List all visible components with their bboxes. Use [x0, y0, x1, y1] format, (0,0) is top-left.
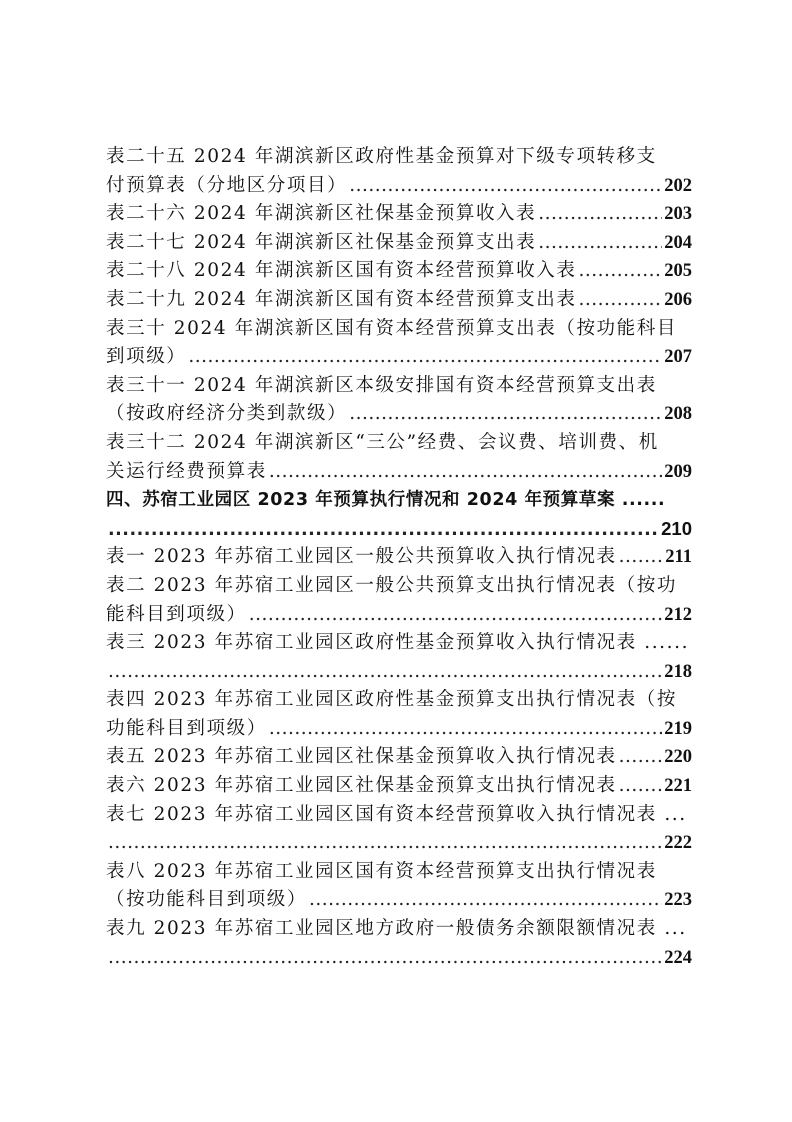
toc-entry-line	[106, 944, 692, 973]
toc-page-number: 202	[664, 175, 692, 196]
toc-page-number: 206	[664, 289, 692, 310]
toc-page-number: 212	[664, 604, 692, 625]
dot-leader	[538, 229, 662, 258]
dot-leader	[619, 543, 664, 572]
dot-leader	[619, 743, 663, 772]
toc-entry[interactable]	[106, 858, 692, 915]
toc-entry[interactable]	[106, 372, 692, 429]
dot-leader	[349, 172, 662, 201]
toc-entry-line	[106, 515, 692, 544]
toc-page-number: 205	[664, 261, 692, 282]
toc-entry-line	[106, 400, 692, 429]
dot-leader	[269, 458, 662, 487]
dot-leader	[309, 886, 662, 915]
dot-leader	[108, 944, 662, 973]
toc-entry-line: 四、苏宿工业园区 2023 年预算执行情况和 2024 年预算草案 ......	[106, 490, 666, 511]
toc-entry-line	[106, 658, 692, 687]
toc-page-number: 209	[664, 461, 692, 482]
toc-entry-title: 功能科目到项级）	[106, 717, 267, 739]
dot-leader	[578, 257, 662, 286]
dot-leader	[108, 658, 662, 687]
toc-entry-title: （按政府经济分类到款级）	[106, 403, 348, 425]
toc-entry-line	[106, 772, 692, 801]
toc-page-number: 222	[664, 833, 692, 854]
toc-entry-line: 表三 2023 年苏宿工业园区政府性基金预算收入执行情况表 ......	[106, 632, 690, 654]
toc-entry[interactable]	[106, 772, 692, 801]
toc-entry-line	[106, 286, 692, 315]
toc-entry-line	[106, 172, 692, 201]
dot-leader	[188, 343, 662, 372]
toc-entry-title: 付预算表（分地区分项目）	[106, 174, 348, 196]
toc-entry[interactable]	[106, 286, 692, 315]
toc-entry[interactable]	[106, 801, 692, 858]
toc-page-number: 224	[664, 947, 692, 968]
toc-page-number: 220	[664, 747, 692, 768]
toc-entry-line	[106, 257, 692, 286]
dot-leader	[269, 715, 662, 744]
toc-entry-title: 表五 2023 年苏宿工业园区社保基金预算收入执行情况表	[106, 746, 617, 768]
toc-entry-title: 表二十九 2024 年湖滨新区国有资本经营预算支出表	[106, 288, 577, 310]
toc-entry-title: 关运行经费预算表	[106, 460, 267, 482]
toc-entry-title: 能科目到项级）	[106, 603, 247, 625]
toc-entry-line: 表八 2023 年苏宿工业园区国有资本经营预算支出执行情况表	[106, 860, 657, 882]
toc-entry-title: 表二十七 2024 年湖滨新区社保基金预算支出表	[106, 231, 537, 253]
toc-page-number: 219	[664, 718, 692, 739]
toc-section-entry[interactable]	[106, 486, 692, 543]
dot-leader	[619, 772, 663, 801]
toc-entry-line: 表二 2023 年苏宿工业园区一般公共预算支出执行情况表（按功	[106, 574, 677, 596]
dot-leader	[108, 516, 659, 544]
toc-entry[interactable]	[106, 915, 692, 972]
toc-page-number: 218	[664, 661, 692, 682]
toc-entry-line	[106, 743, 692, 772]
toc-entry-line: 表七 2023 年苏宿工业园区国有资本经营预算收入执行情况表 ...	[106, 803, 687, 825]
toc-entry-line: 表三十 2024 年湖滨新区国有资本经营预算支出表（按功能科目	[106, 317, 677, 339]
toc-entry-title: 表二十六 2024 年湖滨新区社保基金预算收入表	[106, 203, 537, 225]
toc-entry-title: （按功能科目到项级）	[106, 889, 308, 911]
toc-page-number: 211	[665, 547, 692, 568]
toc-entry-title: 表六 2023 年苏宿工业园区社保基金预算支出执行情况表	[106, 775, 617, 797]
toc-entry[interactable]	[106, 743, 692, 772]
toc-entry-title: 表一 2023 年苏宿工业园区一般公共预算收入执行情况表	[106, 546, 617, 568]
toc-entry[interactable]	[106, 543, 692, 572]
dot-leader	[538, 200, 662, 229]
toc-page-number: 221	[664, 776, 692, 797]
toc-entry-line	[106, 543, 692, 572]
toc-entry-line	[106, 343, 692, 372]
toc-entry[interactable]	[106, 143, 692, 200]
toc-entry[interactable]	[106, 257, 692, 286]
toc-entry-line	[106, 601, 692, 630]
toc-entry-line: 表二十五 2024 年湖滨新区政府性基金预算对下级专项转移支	[106, 146, 657, 167]
toc-entry-title: 到项级）	[106, 346, 187, 368]
toc-entry[interactable]	[106, 229, 692, 258]
toc-entry[interactable]	[106, 572, 692, 629]
toc-entry-line	[106, 886, 692, 915]
toc-entry-line	[106, 229, 692, 258]
toc-entry-line	[106, 200, 692, 229]
toc-page-number: 204	[664, 232, 692, 253]
toc-page-number: 207	[664, 347, 692, 368]
toc-page-number: 203	[664, 204, 692, 225]
table-of-contents	[106, 143, 692, 972]
toc-entry-line	[106, 715, 692, 744]
toc-page-number: 223	[664, 890, 692, 911]
toc-entry[interactable]	[106, 315, 692, 372]
toc-page-number: 208	[664, 404, 692, 425]
toc-entry-line: 表三十一 2024 年湖滨新区本级安排国有资本经营预算支出表	[106, 374, 657, 396]
toc-entry-title: 表二十八 2024 年湖滨新区国有资本经营预算收入表	[106, 260, 577, 282]
toc-entry[interactable]	[106, 200, 692, 229]
dot-leader	[349, 400, 662, 429]
dot-leader	[249, 601, 663, 630]
dot-leader	[108, 829, 662, 858]
toc-entry-line	[106, 829, 692, 858]
toc-entry[interactable]	[106, 629, 692, 686]
toc-entry[interactable]	[106, 686, 692, 743]
toc-entry[interactable]	[106, 429, 692, 486]
toc-page-number: 210	[661, 517, 692, 539]
toc-entry-line: 表九 2023 年苏宿工业园区地方政府一般债务余额限额情况表 ...	[106, 918, 687, 940]
dot-leader	[578, 286, 662, 315]
toc-entry-line: 表四 2023 年苏宿工业园区政府性基金预算支出执行情况表（按	[106, 689, 677, 711]
toc-entry-line	[106, 458, 692, 487]
toc-entry-line: 表三十二 2024 年湖滨新区“三公”经费、会议费、培训费、机	[106, 431, 659, 453]
